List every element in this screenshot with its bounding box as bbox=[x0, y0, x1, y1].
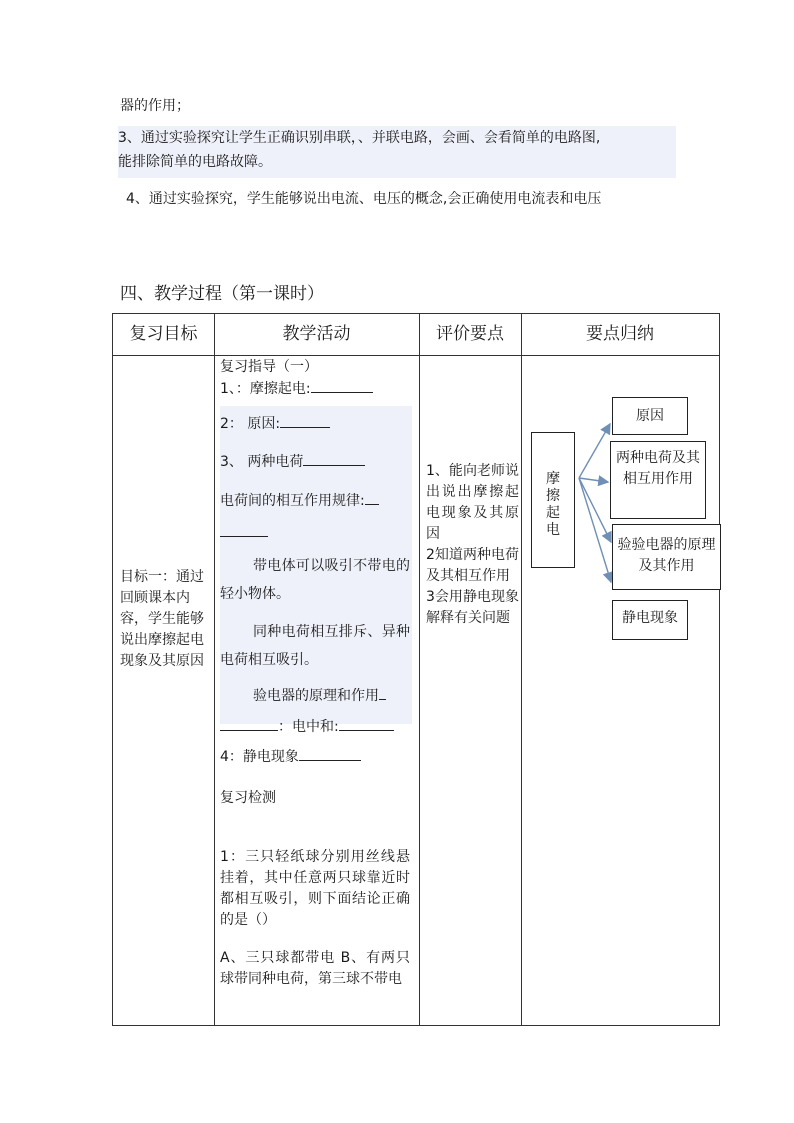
arrow-to-cause bbox=[579, 424, 610, 478]
diagram-center-box bbox=[531, 432, 575, 568]
intro-line-1: 器的作用； bbox=[120, 98, 190, 114]
header-evaluation: 评价要点 bbox=[436, 324, 504, 344]
evaluation-point: 1、能向老师说出说出摩擦起电现象及其原因 bbox=[426, 463, 519, 542]
activity-paragraph-2: 同种电荷相互排斥、异种电荷相互吸引。 bbox=[220, 624, 410, 668]
intro-item-4: 4、通过实验探究，学生能够说出电流、电压的概念,会正确使用电流表和电压 bbox=[126, 191, 602, 207]
evaluation-point: 3会用静电现象解释有关问题 bbox=[426, 589, 519, 626]
teaching-process-table bbox=[112, 313, 720, 1026]
question-1: 1：三只轻纸球分别用丝线悬挂着，其中任意两只球靠近时都相互吸引，则下面结论正确的是（） bbox=[220, 849, 410, 928]
header-activity: 教学活动 bbox=[282, 324, 351, 344]
header-summary: 要点归纳 bbox=[586, 324, 654, 344]
arrow-to-static bbox=[579, 478, 611, 582]
intro-item-3-line-2: 能排除简单的电路故障。 bbox=[118, 154, 272, 170]
neutralization-label: ：电中和: bbox=[278, 719, 339, 735]
check-title: 复习检测 bbox=[220, 790, 276, 806]
arrow-to-two-charges bbox=[579, 478, 608, 482]
review-goal-text: 目标一：通过回顾课本内容，学生能够说出摩擦起电现象及其原因 bbox=[120, 569, 204, 669]
diagram-box-cause: 原因 bbox=[612, 397, 688, 435]
activity-item-2-label: 2： 原因: bbox=[220, 416, 281, 432]
charge-rule-label: 电荷间的相互作用规律: bbox=[220, 493, 365, 509]
activity-item-3-label: 3、 两种电荷 bbox=[220, 454, 304, 470]
activity-paragraph-1: 带电体可以吸引不带电的轻小物体。 bbox=[220, 558, 410, 602]
activity-item-4-label: 4：静电现象 bbox=[220, 749, 299, 765]
diagram-center-label: 摩擦起电 bbox=[546, 471, 560, 538]
arrow-to-electroscope bbox=[579, 478, 611, 542]
electroscope-label: 验电器的原理和作用 bbox=[253, 688, 379, 704]
diagram-box-electroscope: 验验电器的原理及其作用 bbox=[612, 524, 721, 590]
intro-item-3 bbox=[118, 126, 676, 178]
question-1-options: A、三只球都带电 B、有两只球带同种电荷，第三球不带电 bbox=[220, 950, 410, 987]
diagram-box-two-charges: 两种电荷及其相互用作用 bbox=[610, 441, 706, 519]
diagram-box-static: 静电现象 bbox=[612, 600, 688, 640]
header-goal: 复习目标 bbox=[129, 324, 198, 344]
guide-title: 复习指导（一） bbox=[220, 359, 318, 375]
intro-item-3-line-1: 3、通过实验探究让学生正确识别串联，、并联电路，会画、会看简单的电路图, bbox=[118, 130, 601, 146]
section-title: 四、教学过程（第一课时） bbox=[120, 284, 324, 304]
evaluation-point: 2知道两种电荷及其相互作用 bbox=[426, 547, 519, 584]
activity-item-1-label: 1、：摩擦起电: bbox=[220, 381, 311, 397]
